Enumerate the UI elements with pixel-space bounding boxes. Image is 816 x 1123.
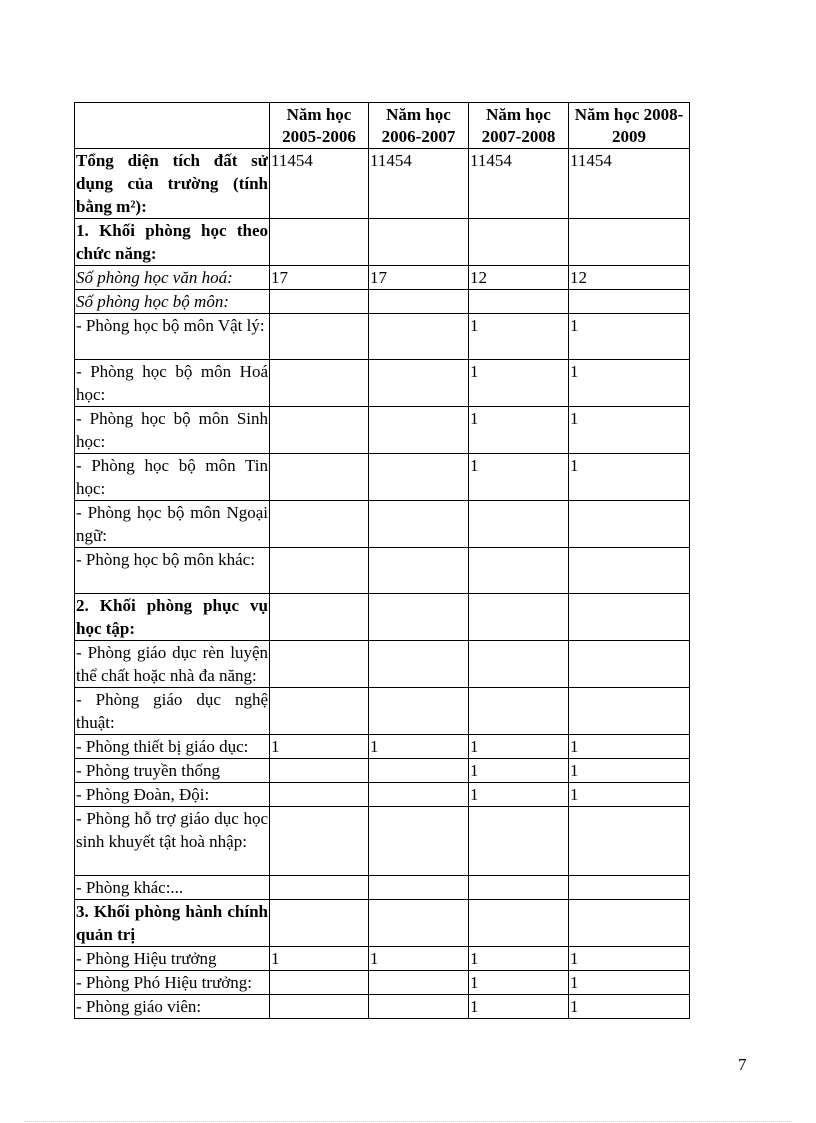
value-cell	[270, 594, 369, 641]
row-label-cell: - Phòng Phó Hiệu trưởng:	[75, 971, 270, 995]
table-row	[75, 807, 690, 876]
table-row	[75, 266, 690, 290]
table-row	[75, 501, 690, 548]
row-label-cell: - Phòng thiết bị giáo dục:	[75, 735, 270, 759]
value-cell: 1	[270, 947, 369, 971]
value-cell: 1	[469, 995, 569, 1019]
row-label-cell: - Phòng giáo viên:	[75, 995, 270, 1019]
value-cell: 1	[270, 735, 369, 759]
value-cell: 1	[569, 759, 690, 783]
row-label-cell: 2. Khối phòng phục vụ học tập:	[75, 594, 270, 641]
row-label-cell: - Phòng học bộ môn khác:	[75, 548, 270, 594]
table-row	[75, 947, 690, 971]
value-cell	[369, 454, 469, 501]
table-row	[75, 759, 690, 783]
value-cell	[369, 594, 469, 641]
table-row	[75, 290, 690, 314]
value-cell	[469, 876, 569, 900]
value-cell: 1	[569, 995, 690, 1019]
value-cell	[369, 807, 469, 876]
value-cell	[369, 641, 469, 688]
row-label-cell: 3. Khối phòng hành chính quản trị	[75, 900, 270, 947]
value-cell	[369, 876, 469, 900]
page-bottom-rule	[24, 1121, 792, 1122]
value-cell	[569, 688, 690, 735]
value-cell	[270, 688, 369, 735]
value-cell	[369, 360, 469, 407]
value-cell: 17	[270, 266, 369, 290]
value-cell	[369, 783, 469, 807]
value-cell: 1	[469, 783, 569, 807]
row-label-cell: - Phòng khác:...	[75, 876, 270, 900]
value-cell	[469, 594, 569, 641]
value-cell	[270, 900, 369, 947]
row-label-cell: Số phòng học văn hoá:	[75, 266, 270, 290]
value-cell: 1	[569, 407, 690, 454]
row-label-cell: - Phòng học bộ môn Ngoại ngữ:	[75, 501, 270, 548]
value-cell: 1	[569, 783, 690, 807]
value-cell	[369, 759, 469, 783]
table-row	[75, 783, 690, 807]
value-cell: 11454	[369, 149, 469, 219]
value-cell	[369, 548, 469, 594]
value-cell	[369, 501, 469, 548]
value-cell	[270, 783, 369, 807]
table-header-row	[75, 103, 690, 149]
value-cell	[369, 219, 469, 266]
value-cell: 11454	[569, 149, 690, 219]
table-row	[75, 900, 690, 947]
value-cell: 1	[569, 454, 690, 501]
table-row	[75, 407, 690, 454]
value-cell	[369, 407, 469, 454]
row-label-cell: Số phòng học bộ môn:	[75, 290, 270, 314]
value-cell	[569, 219, 690, 266]
value-cell: 1	[569, 971, 690, 995]
row-label-cell: - Phòng giáo dục rèn luyện thể chất hoặc nhà đa năng:	[75, 641, 270, 688]
value-cell	[270, 995, 369, 1019]
value-cell	[469, 641, 569, 688]
value-cell	[270, 501, 369, 548]
value-cell	[270, 454, 369, 501]
value-cell	[469, 900, 569, 947]
value-cell	[569, 876, 690, 900]
value-cell	[569, 501, 690, 548]
page-number: 7	[738, 1055, 747, 1074]
value-cell: 1	[469, 454, 569, 501]
value-cell: 12	[569, 266, 690, 290]
header-cell-2006-2007: Năm học 2006-2007	[369, 103, 469, 149]
value-cell	[369, 688, 469, 735]
table-row	[75, 314, 690, 360]
value-cell	[270, 360, 369, 407]
value-cell	[270, 219, 369, 266]
value-cell	[569, 548, 690, 594]
value-cell: 1	[569, 360, 690, 407]
row-label-cell: - Phòng học bộ môn Sinh học:	[75, 407, 270, 454]
table-row	[75, 219, 690, 266]
value-cell	[469, 807, 569, 876]
value-cell	[469, 501, 569, 548]
value-cell: 11454	[270, 149, 369, 219]
row-label-cell: - Phòng Hiệu trưởng	[75, 947, 270, 971]
value-cell	[369, 900, 469, 947]
value-cell: 1	[569, 314, 690, 360]
value-cell	[569, 641, 690, 688]
value-cell: 1	[469, 759, 569, 783]
value-cell	[569, 290, 690, 314]
facilities-table	[74, 102, 690, 1019]
value-cell: 1	[469, 971, 569, 995]
table-row	[75, 688, 690, 735]
value-cell: 1	[369, 735, 469, 759]
value-cell: 1	[469, 947, 569, 971]
table-row	[75, 641, 690, 688]
value-cell: 1	[569, 735, 690, 759]
row-label-cell: - Phòng học bộ môn Vật lý:	[75, 314, 270, 360]
value-cell	[270, 548, 369, 594]
value-cell	[369, 971, 469, 995]
header-cell-item	[75, 103, 270, 149]
table-row	[75, 876, 690, 900]
table-row	[75, 995, 690, 1019]
row-label-cell: - Phòng giáo dục nghệ thuật:	[75, 688, 270, 735]
value-cell: 1	[469, 314, 569, 360]
table-row	[75, 360, 690, 407]
value-cell: 1	[469, 360, 569, 407]
value-cell	[569, 807, 690, 876]
table-row	[75, 594, 690, 641]
row-label-cell: - Phòng Đoàn, Đội:	[75, 783, 270, 807]
value-cell	[270, 314, 369, 360]
value-cell	[270, 807, 369, 876]
value-cell: 1	[469, 407, 569, 454]
value-cell: 1	[369, 947, 469, 971]
header-cell-2008-2009: Năm học 2008-2009	[569, 103, 690, 149]
value-cell	[569, 594, 690, 641]
value-cell	[369, 314, 469, 360]
header-cell-2005-2006: Năm học 2005-2006	[270, 103, 369, 149]
value-cell	[270, 971, 369, 995]
value-cell	[569, 900, 690, 947]
value-cell	[369, 995, 469, 1019]
value-cell	[270, 759, 369, 783]
value-cell	[469, 548, 569, 594]
row-label-cell: 1. Khối phòng học theo chức năng:	[75, 219, 270, 266]
table-row	[75, 735, 690, 759]
value-cell: 11454	[469, 149, 569, 219]
value-cell	[469, 688, 569, 735]
table-row	[75, 971, 690, 995]
value-cell	[369, 290, 469, 314]
value-cell	[270, 876, 369, 900]
row-label-cell: - Phòng học bộ môn Tin học:	[75, 454, 270, 501]
value-cell	[270, 641, 369, 688]
value-cell	[270, 290, 369, 314]
value-cell: 1	[469, 735, 569, 759]
table-row	[75, 149, 690, 219]
row-label-cell: - Phòng truyền thống	[75, 759, 270, 783]
value-cell: 12	[469, 266, 569, 290]
table-row	[75, 454, 690, 501]
value-cell	[469, 219, 569, 266]
table-body	[75, 149, 690, 1019]
row-label-cell: - Phòng học bộ môn Hoá học:	[75, 360, 270, 407]
row-label-cell: Tổng diện tích đất sử dụng của trường (tính bằng m²):	[75, 149, 270, 219]
header-cell-2007-2008: Năm học 2007-2008	[469, 103, 569, 149]
value-cell	[469, 290, 569, 314]
value-cell	[270, 407, 369, 454]
value-cell: 1	[569, 947, 690, 971]
row-label-cell: - Phòng hỗ trợ giáo dục học sinh khuyết tật hoà nhập:	[75, 807, 270, 876]
table-row	[75, 548, 690, 594]
value-cell: 17	[369, 266, 469, 290]
